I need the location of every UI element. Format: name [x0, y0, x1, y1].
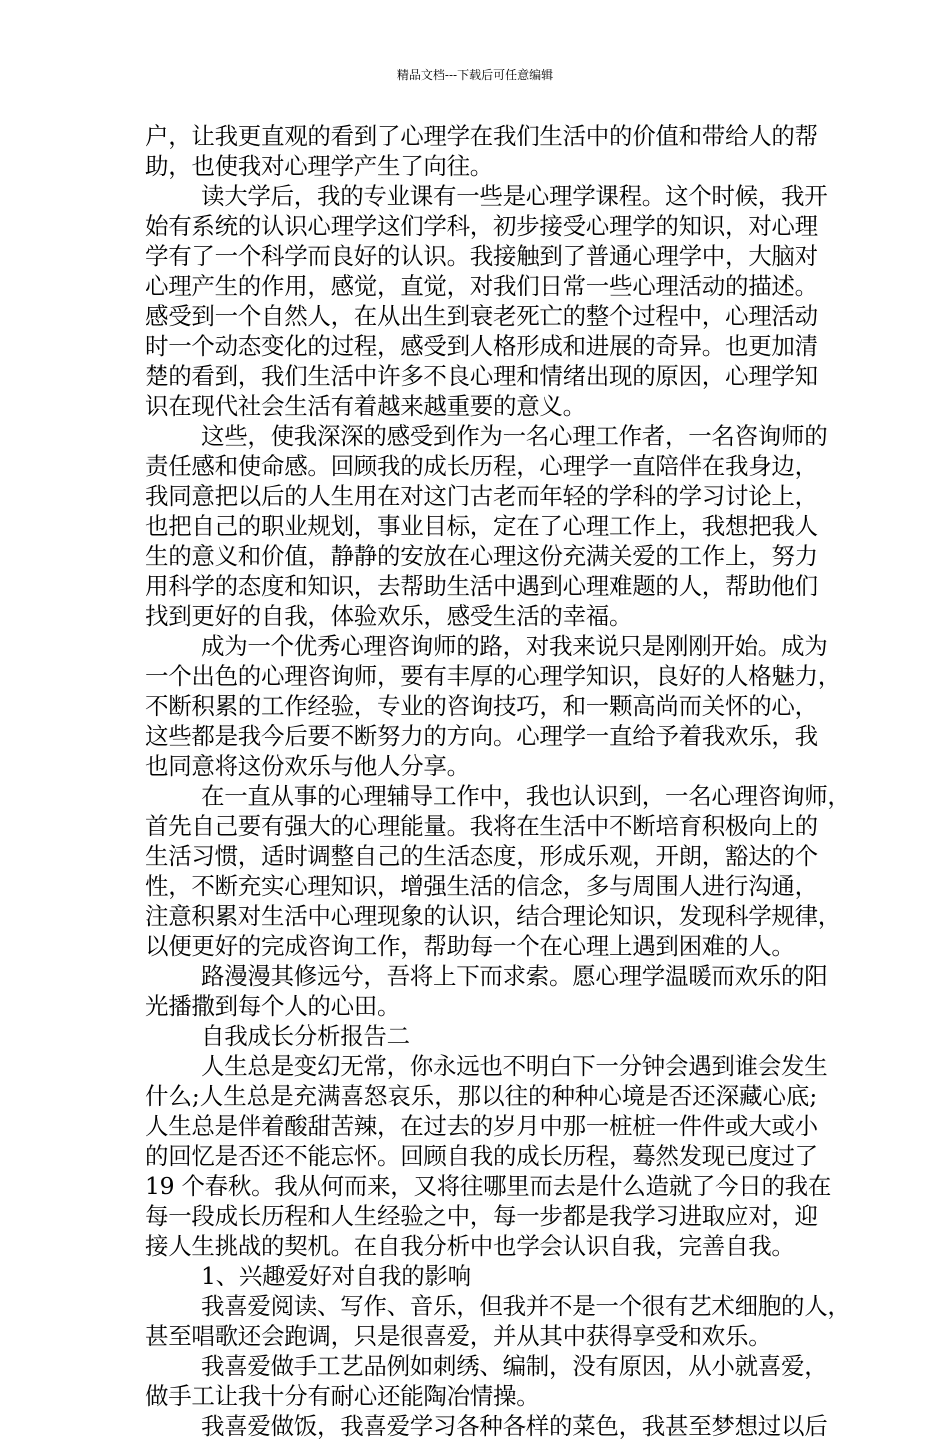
text-line: 用科学的态度和知识，去帮助生活中遇到心理难题的人，帮助他们: [145, 572, 818, 600]
text-line: 我喜爱阅读、写作、音乐，但我并不是一个很有艺术细胞的人，: [201, 1292, 851, 1320]
text-line: 识在现代社会生活有着越来越重要的意义。: [145, 392, 586, 420]
text-line: 找到更好的自我，体验欢乐，感受生活的幸福。: [145, 602, 633, 630]
text-line: 读大学后，我的专业课有一些是心理学课程。这个时候，我开: [201, 182, 828, 210]
text-line: 成为一个优秀心理咨询师的路，对我来说只是刚刚开始。成为: [201, 632, 828, 660]
text-line: 也同意将这份欢乐与他人分享。: [145, 752, 470, 780]
text-line: 自我成长分析报告二: [201, 1022, 410, 1050]
text-line: 这些都是我今后要不断努力的方向。心理学一直给予着我欢乐，我: [145, 722, 818, 750]
text-line: 人生总是变幻无常，你永远也不明白下一分钟会遇到谁会发生: [201, 1052, 828, 1080]
text-line: 首先自己要有强大的心理能量。我将在生活中不断培育积极向上的: [145, 812, 818, 840]
text-line: 我喜爱做饭，我喜爱学习各种各样的菜色，我甚至梦想过以后: [201, 1412, 828, 1440]
text-line: 在一直从事的心理辅导工作中，我也认识到，一名心理咨询师，: [201, 782, 851, 810]
page-header: 精品文档---下载后可任意编辑: [396, 68, 554, 82]
text-line: 接人生挑战的契机。在自我分析中也学会认识自我，完善自我。: [145, 1232, 795, 1260]
text-line: 1、兴趣爱好对自我的影响: [201, 1262, 471, 1290]
text-line: 也把自己的职业规划，事业目标，定在了心理工作上，我想把我人: [145, 512, 818, 540]
text-line: 这些，使我深深的感受到作为一名心理工作者，一名咨询师的: [201, 422, 828, 450]
text-line: 始有系统的认识心理学这们学科，初步接受心理学的知识，对心理: [145, 212, 818, 240]
text-line: 路漫漫其修远兮，吾将上下而求索。愿心理学温暖而欢乐的阳: [201, 962, 828, 990]
text-line: 的回忆是否还不能忘怀。回顾自我的成长历程，蓦然发现已度过了: [145, 1142, 818, 1170]
text-line: 不断积累的工作经验，专业的咨询技巧，和一颗高尚而关怀的心，: [145, 692, 818, 720]
text-line: 人生总是伴着酸甜苦辣，在过去的岁月中那一桩桩一件件或大或小: [145, 1112, 818, 1140]
text-line: 感受到一个自然人，在从出生到衰老死亡的整个过程中，心理活动: [145, 302, 818, 330]
text-line: 什么;人生总是充满喜怒哀乐，那以往的种种心境是否还深藏心底;: [145, 1082, 817, 1110]
text-line: 甚至唱歌还会跑调，只是很喜爱，并从其中获得享受和欢乐。: [145, 1322, 772, 1350]
text-line: 生的意义和价值，静静的安放在心理这份充满关爱的工作上，努力: [145, 542, 818, 570]
text-line: 楚的看到，我们生活中许多不良心理和情绪出现的原因，心理学知: [145, 362, 818, 390]
text-line: 助，也使我对心理学产生了向往。: [145, 152, 493, 180]
text-line: 一个出色的心理咨询师，要有丰厚的心理学知识，良好的人格魅力，: [145, 662, 841, 690]
text-line: 户，让我更直观的看到了心理学在我们生活中的价值和带给人的帮: [145, 122, 818, 150]
text-line: 学有了一个科学而良好的认识。我接触到了普通心理学中，大脑对: [145, 242, 818, 270]
text-line: 以便更好的完成咨询工作，帮助每一个在心理上遇到困难的人。: [145, 932, 795, 960]
text-line: 我同意把以后的人生用在对这门古老而年轻的学科的学习讨论上，: [145, 482, 818, 510]
text-line: 心理产生的作用，感觉，直觉，对我们日常一些心理活动的描述。: [145, 272, 818, 300]
text-line: 做手工让我十分有耐心还能陶冶情操。: [145, 1382, 540, 1410]
text-line: 生活习惯，适时调整自己的生活态度，形成乐观，开朗，豁达的个: [145, 842, 818, 870]
text-line: 19 个春秋。我从何而来，又将往哪里而去是什么造就了今日的我在: [145, 1172, 832, 1200]
text-line: 注意积累对生活中心理现象的认识，结合理论知识，发现科学规律，: [145, 902, 841, 930]
text-line: 时一个动态变化的过程，感受到人格形成和进展的奇异。也更加清: [145, 332, 818, 360]
text-line: 光播撒到每个人的心田。: [145, 992, 401, 1020]
document-body: [145, 121, 851, 1441]
text-line: 责任感和使命感。回顾我的成长历程，心理学一直陪伴在我身边，: [145, 452, 818, 480]
text-line: 性，不断充实心理知识，增强生活的信念，多与周围人进行沟通，: [145, 872, 818, 900]
text-line: 我喜爱做手工艺品例如刺绣、编制，没有原因，从小就喜爱，: [201, 1352, 828, 1380]
text-line: 每一段成长历程和人生经验之中，每一步都是我学习进取应对，迎: [145, 1202, 818, 1230]
